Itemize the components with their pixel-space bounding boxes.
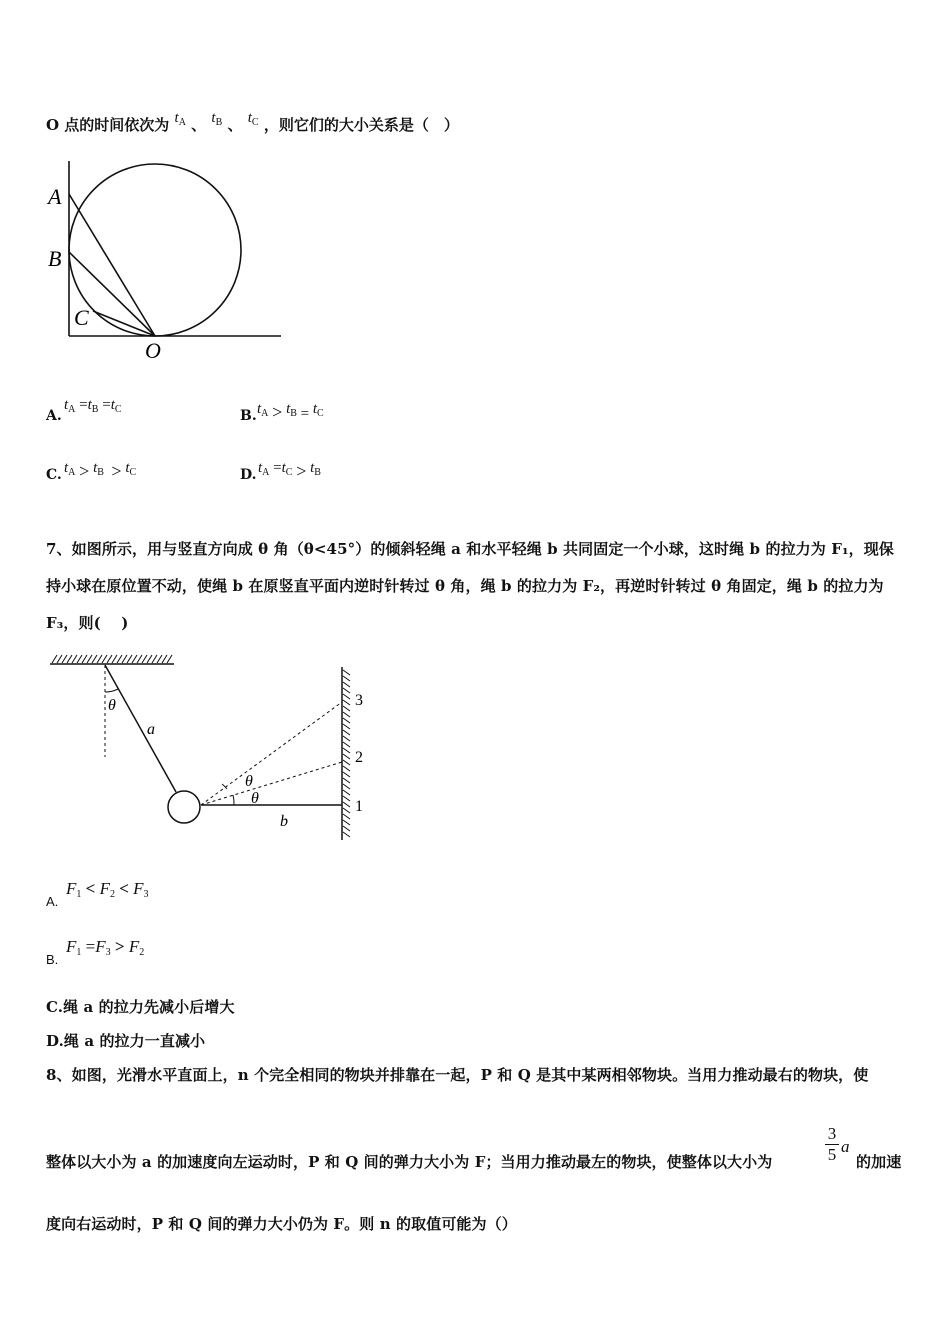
q6-option-c[interactable] [46,467,62,483]
q6-stem-prefix: O 点的时间依次为 [46,116,170,134]
q8-fraction-numerator: 3 [827,1124,837,1143]
q8-line-3: 度向右运动时，P 和 Q 间的弹力大小仍为 F。则 n 的取值可能为（） [46,1215,517,1233]
q7-figure [44,652,384,847]
q8-fraction-var: a [841,1137,850,1156]
q6-t-b: $t_B$ [211,110,223,128]
q8-line-2-part-1: 整体以大小为 a 的加速度向左运动时，P 和 Q 间的弹力大小为 F；当用力推动最左的物块，使整体以大小为 [46,1153,773,1171]
q6-option-a-expr: $t_A =t_B =t_C$ [64,397,122,415]
q7-label-1: 1 [355,798,363,815]
q6-stem-suffix: ，则它们的大小关系是（ ） [263,116,459,134]
q7-dashed-position-2 [201,762,342,805]
q7-angle-arc-1 [233,795,234,805]
q7-label-theta-top: θ [108,697,116,714]
q7-option-a[interactable] [46,894,58,909]
q6-option-d-expr: $t_A =t_C > t_B$ [258,460,321,481]
q8-fraction-denominator: 5 [827,1145,837,1164]
q6-label-o: O [145,338,161,363]
q6-option-d[interactable] [240,467,257,483]
q7-wall-hatch [343,670,350,837]
q7-label-a: a [147,721,155,738]
q6-chord-co [93,311,155,336]
q7-option-a-letter: A. [46,894,59,909]
q6-sep1: 、 [191,116,207,134]
q8-line-1: 8、如图，光滑水平直面上，n 个完全相同的物块并排靠在一起，P 和 Q 是其中某两相邻物块。当用力推动最右的物块，使 [46,1066,869,1084]
q6-stem [46,110,459,136]
q7-dashed-position-3 [201,702,342,805]
q7-label-2: 2 [355,749,363,766]
q6-option-d-letter: D. [240,467,257,483]
q7-label-theta-1: θ [251,790,259,807]
q6-figure [44,156,294,366]
q6-t-c: $t_C$ [247,110,259,128]
q7-option-a-expr: $F_1 < F_2 < F_3$ [66,879,149,900]
q7-option-c[interactable]: C.绳 a 的拉力先减小后增大 [46,998,235,1016]
q6-label-c: C [74,305,89,330]
q7-line-1: 7、如图所示，用与竖直方向成 θ 角（θ<45°）的倾斜轻绳 a 和水平轻绳 b 共同固定一个小球，这时绳 b 的拉力为 F₁，现保 [46,540,894,558]
q6-label-b: B [48,246,62,271]
q7-label-3: 3 [355,692,363,709]
q7-label-theta-2: θ [245,773,253,790]
q6-option-b-letter: B. [240,408,257,424]
q7-line-3: F₃，则( ) [46,614,129,632]
q7-line-2: 持小球在原位置不动，使绳 b 在原竖直平面内逆时针转过 θ 角，绳 b 的拉力为 F₂，再逆时针转过 θ 角固定，绳 b 的拉力为 [46,577,884,595]
q6-option-b-expr: $t_A > t_B = t_C$ [257,401,324,422]
q7-option-b-letter: B. [46,952,59,967]
q8-fraction [824,1124,840,1165]
q7-ceiling-hatch [52,655,172,663]
q7-option-b-expr: $F_1 =F_3 > F_2$ [66,937,145,958]
q7-option-d[interactable]: D.绳 a 的拉力一直减小 [46,1032,206,1050]
q6-option-c-expr: $t_A > t_B > t_C$ [64,460,137,481]
q7-top-angle-arc [105,689,118,692]
q7-ball [168,791,200,823]
q8-line-2-part-2: 的加速 [856,1153,902,1171]
q6-option-b[interactable] [240,408,257,424]
q6-option-a[interactable] [46,408,62,424]
q6-circle [69,164,241,336]
q7-rope-a [105,665,176,792]
q6-option-c-letter: C. [46,467,62,483]
q6-label-a: A [48,184,62,209]
q7-label-b: b [280,813,288,830]
q6-t-a: $t_A$ [174,110,186,128]
q6-sep2: 、 [227,116,243,134]
q7-option-b[interactable] [46,952,58,967]
q6-option-a-letter: A. [46,408,62,424]
